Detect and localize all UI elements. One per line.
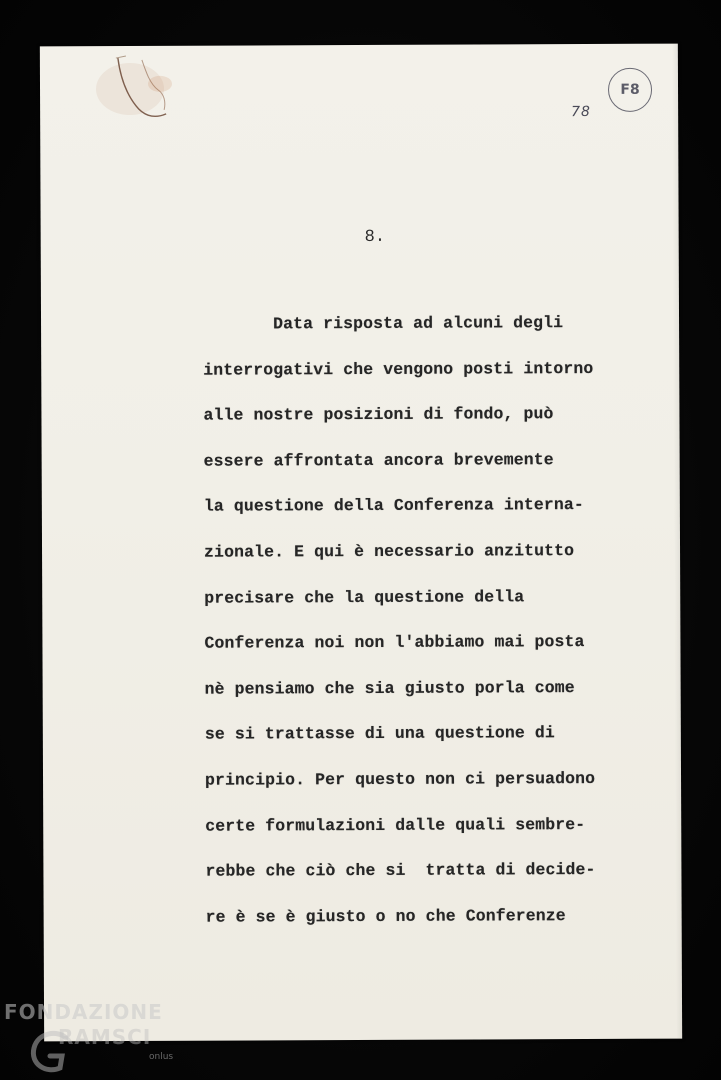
fondazione-gramsci-watermark <box>4 998 204 1078</box>
text-line: principio. Per questo non ci persuadono <box>204 768 596 790</box>
watermark-subtitle: RAMSCI <box>58 1025 152 1049</box>
text-line: re è se è giusto o no che Conferenze <box>205 905 566 927</box>
text-line: interrogativi che vengono posti intorno <box>203 358 594 380</box>
text-line: certe formulazioni dalle quali sembre- <box>205 814 586 836</box>
text-line: Data risposta ad alcuni degli <box>203 313 564 334</box>
watermark-title: FONDAZIONE <box>4 1000 163 1024</box>
paper-stain-icon <box>80 54 190 134</box>
typed-text-body <box>203 300 596 940</box>
page-number: 8. <box>364 227 386 247</box>
archive-page-number: 78 <box>571 103 591 121</box>
text-line: nè pensiamo che sia giusto porla come <box>204 677 575 699</box>
text-line: zionale. E qui è necessario anzitutto <box>203 541 575 562</box>
text-line: precisare che la questione della <box>204 586 525 608</box>
text-line: essere affrontata ancora brevemente <box>203 449 554 471</box>
text-line: rebbe che ciò che si tratta di decide- <box>205 860 596 881</box>
archive-stamp: F8 <box>608 68 652 112</box>
text-line: alle nostre posizioni di fondo, può <box>203 404 554 425</box>
watermark-onlus: onlus <box>149 1052 174 1062</box>
document-sheet <box>40 44 682 1042</box>
text-line: la questione della Conferenza interna- <box>203 495 584 517</box>
text-line: se si trattasse di una questione di <box>204 723 555 745</box>
text-line: Conferenza noi non l'abbiamo mai posta <box>204 632 585 653</box>
